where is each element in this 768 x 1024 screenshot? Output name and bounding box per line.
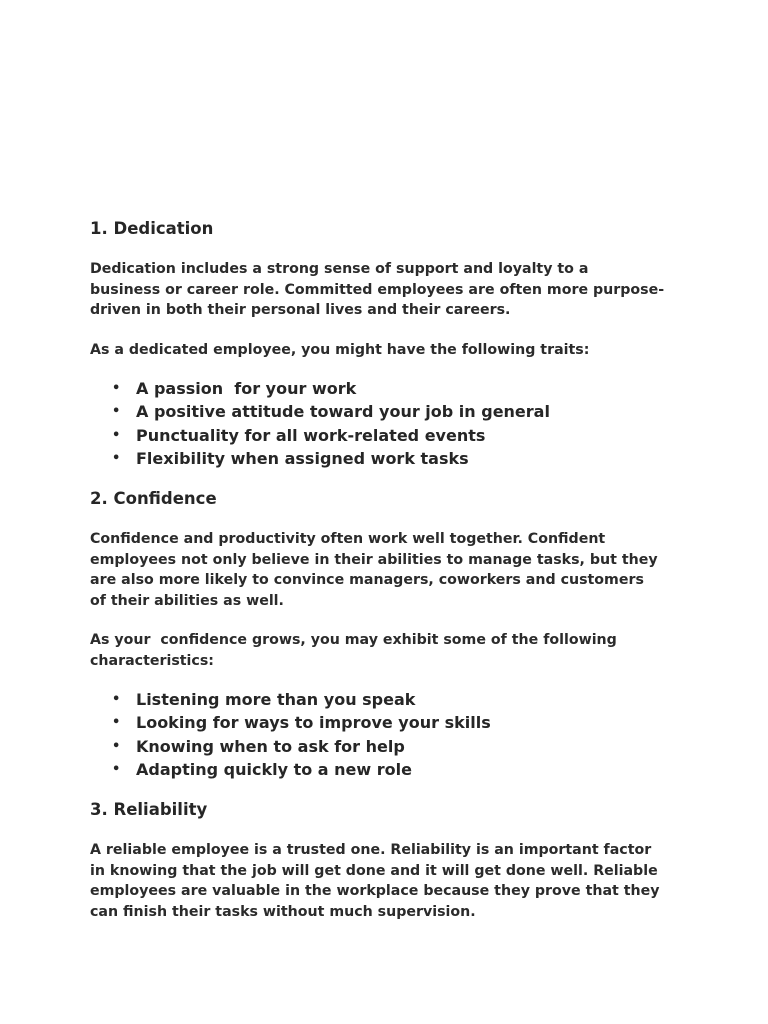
dedication-paragraph: Dedication includes a strong sense of support and loyalty to a business or career role. Committed employees are often more purpose- driven in both their personal lives and their careers. xyxy=(90,261,665,318)
dedication-intro: As a dedicated employee, you might have the following traits: xyxy=(90,342,590,358)
list-item xyxy=(90,447,550,470)
list-item-text: A passion for your work xyxy=(136,379,357,398)
list-item xyxy=(90,735,491,758)
list-item xyxy=(90,758,491,781)
section-heading-confidence: 2. Confidence xyxy=(90,489,217,508)
reliability-paragraph: A reliable employee is a trusted one. Reliability is an important factor in knowing that the job will get done and it will get done well. Reliable employees are valuable in the workplace because they prove that they can finish their tasks without much supervision. xyxy=(90,842,660,920)
bullet-icon: • xyxy=(112,404,121,420)
list-item xyxy=(90,688,491,711)
bullet-icon: • xyxy=(112,715,121,731)
list-item-text: Listening more than you speak xyxy=(136,690,416,709)
list-item xyxy=(90,377,550,400)
list-item xyxy=(90,400,550,423)
list-item xyxy=(90,711,491,734)
bullet-icon: • xyxy=(112,692,121,707)
bullet-icon: • xyxy=(112,427,121,443)
bullet-icon: • xyxy=(112,761,121,777)
section-heading-dedication: 1. Dedication xyxy=(90,219,214,238)
list-item-text: Looking for ways to improve your skills xyxy=(136,713,491,733)
list-item-text: A positive attitude toward your job in general xyxy=(136,402,550,422)
confidence-intro: As your confidence grows, you may exhibit some of the following characteristics: xyxy=(90,632,617,669)
dedication-traits-list xyxy=(90,377,550,470)
confidence-characteristics-list xyxy=(90,688,491,781)
list-item-text: Knowing when to ask for help xyxy=(136,736,405,756)
confidence-paragraph: Confidence and productivity often work well together. Confident employees not only believe in their abilities to manage tasks, but they are also more likely to convince managers, coworkers and customers of their abilities as well. xyxy=(90,531,658,609)
list-item-text: Adapting quickly to a new role xyxy=(136,759,412,779)
list-item xyxy=(90,424,550,447)
section-heading-reliability: 3. Reliability xyxy=(90,800,208,819)
bullet-icon: • xyxy=(112,450,121,466)
bullet-icon: • xyxy=(112,738,121,754)
list-item-text: Flexibility when assigned work tasks xyxy=(136,448,469,468)
list-item-text: Punctuality for all work-related events xyxy=(136,425,486,445)
bullet-icon: • xyxy=(112,381,121,396)
